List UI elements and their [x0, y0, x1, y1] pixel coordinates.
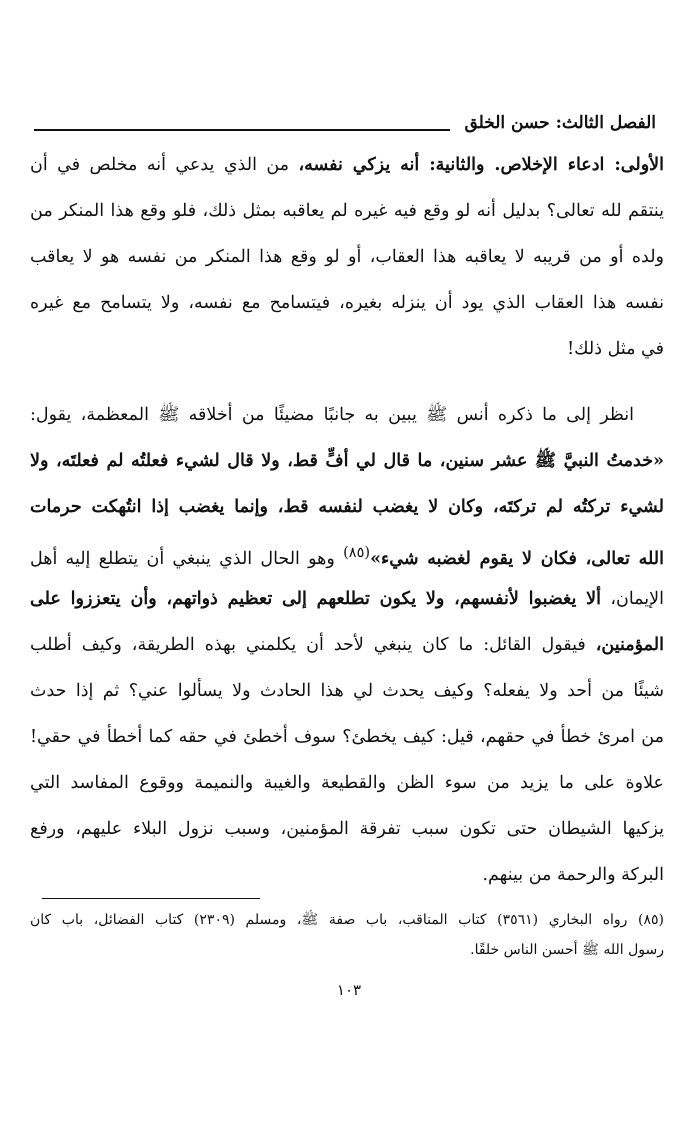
footnote-line: رسول الله ﷺ أحسن الناس خلقًا.	[470, 942, 664, 958]
text-run: من الذي يدعي أنه مخلص في أن	[30, 155, 299, 175]
paragraph-line: البركة والرحمة من بينهم.	[482, 865, 664, 885]
text-run: الإيمان،	[601, 589, 664, 609]
hadith-quote-line: لشيء تركتُه لم تركتَه، وكان لا يغضب لنفسه قط، وإنما يغضب إذا انتُهكت حرمات	[30, 497, 664, 517]
paragraph-line: شيئًا من أحد ولا يفعله؟ وكيف يحدث لي هذا الحادث ولا يسألوا عني؟ ثم إذا حدث	[30, 681, 664, 701]
paragraph-line: علاوة على ما يزيد من سوء الظن والقطيعة والغيبة والنميمة ووقوع المفاسد التي	[30, 773, 664, 793]
text-run: وهو الحال الذي ينبغي أن يتطلع إليه أهل	[30, 548, 344, 569]
page-header-chapter-title: الفصل الثالث: حسن الخلق	[464, 113, 656, 133]
page-number: ١٠٣	[336, 981, 362, 999]
footnotes	[30, 905, 664, 965]
paragraph-gap	[30, 372, 664, 392]
header-rule	[34, 129, 450, 131]
footnote-reference: (٨٥)	[343, 544, 371, 561]
bold-phrase: ألا يغضبوا لأنفسهم، ولا يكون تطلعهم إلى تعظيم ذواتهم، وأن يتعززوا على	[30, 589, 602, 609]
footnote-separator	[42, 898, 260, 899]
paragraph-line: ولده أو من قريبه لا يعاقبه هذا العقاب، أو لو وقع هذا المنكر من نفسه هو لا يعاقب	[30, 247, 664, 267]
paragraph-line: يزكيها الشيطان حتى تكون سبب تفرقة المؤمنين، وسبب نزول البلاء عليهم، ورفع	[30, 819, 664, 839]
paragraph-line: في مثل ذلك!	[567, 339, 664, 359]
bold-phrase: المؤمنين،	[595, 635, 664, 655]
paragraph-line: من امرئ خطأ في حقهم، قيل: كيف يخطئ؟ سوف أخطئ في حقه كما أخطأ في حقي!	[30, 727, 664, 747]
bold-phrase: الأولى: ادعاء الإخلاص. والثانية: أنه يزكي نفسه،	[298, 155, 664, 175]
paragraph-line	[30, 576, 664, 622]
paragraph-line	[30, 530, 664, 576]
text-run: فيقول القائل: ما كان ينبغي لأحد أن يكلمني بهذه الطريقة، وكيف أطلب	[30, 635, 596, 655]
paragraph-line: ينتقم لله تعالى؟ بدليل أنه لو وقع فيه غيره لم يعاقبه بمثل ذلك، فلو وقع هذا المنكر من	[30, 201, 664, 221]
paragraph-line	[30, 142, 664, 188]
footnote-line: (٨٥) رواه البخاري (٣٥٦١) كتاب المناقب، باب صفة ﷺ، ومسلم (٢٣٠٩) كتاب الفضائل، باب كان	[30, 912, 664, 928]
body-text	[30, 142, 664, 898]
paragraph-line: نفسه هذا العقاب الذي يود أن ينزله بغيره، فيتسامح مع نفسه، ولا يتسامح مع غيره	[30, 293, 664, 313]
hadith-quote-end: الله تعالى، فكان لا يقوم لغضبه شيء»	[370, 548, 664, 569]
paragraph-line	[30, 622, 664, 668]
hadith-quote-line: «خدمتُ النبيَّ ﷺ عشر سنين، ما قال لي أفٍّ قط، ولا قال لشيء فعلتُه لم فعلتَه، ولا	[30, 451, 664, 471]
paragraph-line: انظر إلى ما ذكره أنس ﷺ يبين به جانبًا مضيئًا من أخلاقه ﷺ المعظمة، يقول:	[30, 405, 634, 425]
